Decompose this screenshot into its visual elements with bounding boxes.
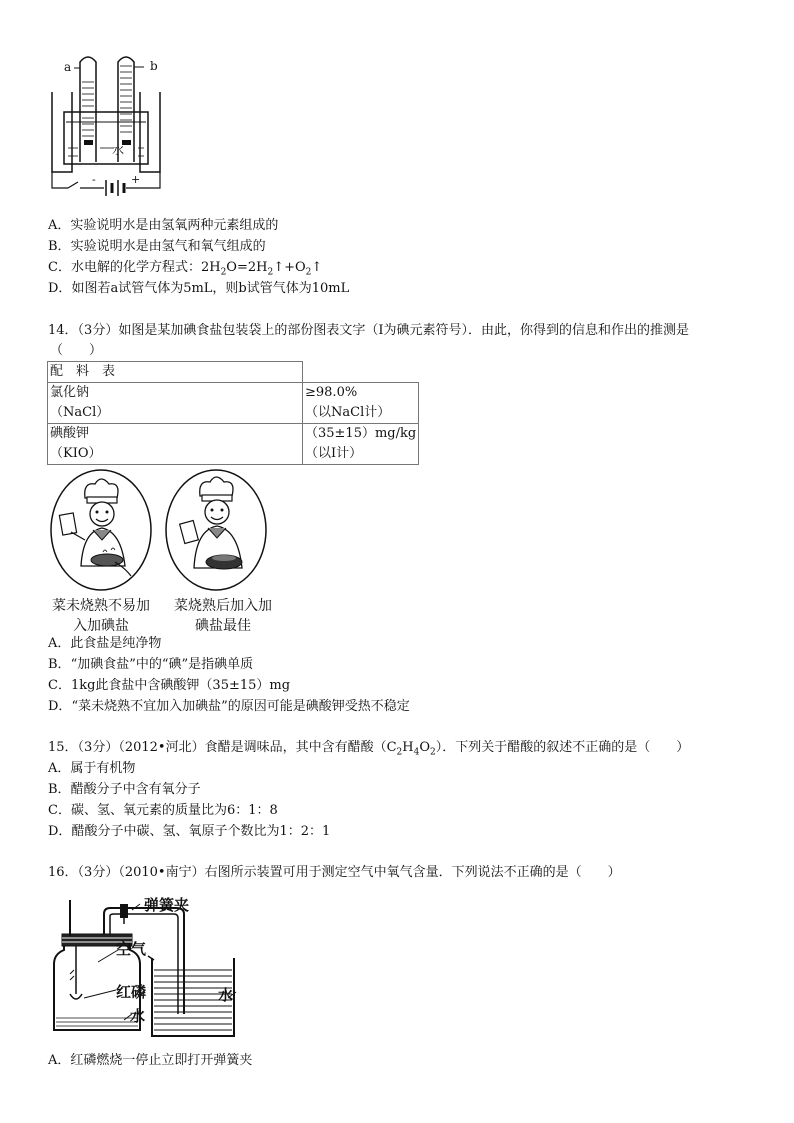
minus-label: - [92, 173, 96, 186]
left-water-label: 水 [130, 1007, 146, 1025]
q13-option-c[interactable]: C．水电解的化学方程式：$2H_2O=2H_2↑+O_2↑$ [48, 260, 323, 278]
q14-option-c[interactable]: C．1kg此食盐中含碘酸钾（35±15）mg [48, 678, 291, 693]
q15-stem: 15．（3分）（2012•河北）食醋是调味品，其中含有醋酸$(C_2H_4O_2)$．下列关于醋酸的叙述不正确的是（ ） [48, 740, 690, 758]
air-label: 空气 [116, 940, 147, 958]
table-row: 碘酸钾 （KIO） （35±15）mg/kg （以I计） [48, 424, 419, 465]
q16-stem: 16．（3分）（2010•南宁）右图所示装置可用于测定空气中氧气含量．下列说法不正确的是（ ） [48, 865, 621, 880]
right-water-label: 水 [218, 986, 234, 1004]
water-label: 水 [112, 143, 125, 157]
electrolysis-diagram [40, 52, 170, 202]
table-header: 配 料 表 [48, 362, 303, 383]
phosphorus-label: 红磷 [116, 983, 147, 1001]
q14-option-b[interactable]: B．“加碘食盐”中的“碘”是指碘单质 [48, 657, 254, 672]
q14-answer-paren: （ ） [50, 343, 103, 358]
q15-option-a[interactable]: A．属于有机物 [48, 761, 136, 776]
caption-right: 菜烧熟后加入加 碘盐最佳 [174, 598, 272, 634]
q15-option-b[interactable]: B．醋酸分子中含有氧分子 [48, 782, 201, 797]
chef-illustration-right [164, 468, 268, 592]
chef-illustration-left [49, 468, 153, 592]
caption-left: 菜未烧熟不易加 入加碘盐 [52, 598, 150, 634]
plus-label: + [131, 173, 141, 186]
tube-b-label: b [150, 59, 158, 73]
clip-label: 弹簧夹 [144, 896, 190, 914]
q13-option-d[interactable]: D．如图若a试管气体为5mL，则b试管气体为10mL [48, 281, 350, 296]
q13-option-a[interactable]: A．实验说明水是由氢氧两种元素组成的 [48, 218, 279, 233]
q16-option-a[interactable]: A．红磷燃烧一停止立即打开弹簧夹 [48, 1053, 253, 1068]
tube-a-label: a [64, 60, 72, 74]
oxygen-measurement-apparatus [44, 894, 250, 1044]
q13-option-b[interactable]: B．实验说明水是由氢气和氧气组成的 [48, 239, 266, 254]
q15-option-c[interactable]: C．碳、氢、氧元素的质量比为6：1：8 [48, 803, 278, 818]
table-row: 氯化钠 （NaCl） ≥98.0% （以NaCl计） [48, 383, 419, 424]
ingredient-table [47, 361, 419, 465]
q14-stem: 14．（3分）如图是某加碘食盐包装袋上的部份图表文字（I为碘元素符号）．由此，你得到的信息和作出的推测是 [48, 323, 689, 338]
q15-option-d[interactable]: D．醋酸分子中碳、氢、氧原子个数比为1：2：1 [48, 824, 331, 839]
q14-option-a[interactable]: A．此食盐是纯净物 [48, 636, 162, 651]
q14-option-d[interactable]: D．“菜未烧熟不宜加入加碘盐”的原因可能是碘酸钾受热不稳定 [48, 699, 410, 714]
